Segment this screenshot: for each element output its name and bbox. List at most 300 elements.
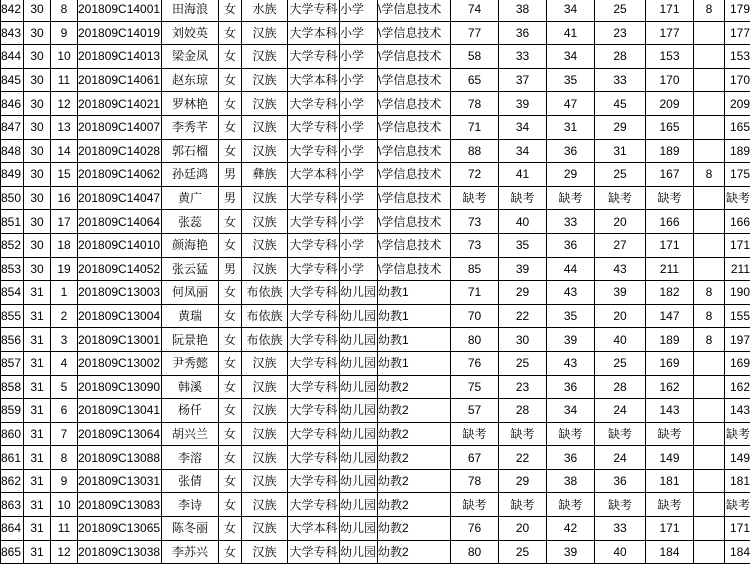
- sex-cell: 男: [219, 257, 242, 281]
- score1-cell: 73: [451, 210, 499, 234]
- seq-cell: 861: [1, 446, 24, 470]
- exam-id-cell: 201809C13002: [78, 351, 162, 375]
- final-score-cell: 165: [725, 115, 750, 139]
- final-score-cell: 171: [725, 233, 750, 257]
- sex-cell: 女: [219, 139, 242, 163]
- name-cell: 孙廷鸿: [162, 163, 219, 187]
- ethnicity-cell: 汉族: [242, 540, 288, 564]
- table-row: [1, 68, 750, 92]
- education-cell: 大学专科: [288, 233, 340, 257]
- name-cell: 李苏兴: [162, 540, 219, 564]
- score4-cell: 24: [595, 446, 646, 470]
- score2-cell: 22: [499, 446, 547, 470]
- education-cell: 大学专科: [288, 281, 340, 305]
- education-cell: 大学本科: [288, 163, 340, 187]
- score2-cell: 缺考: [499, 186, 547, 210]
- score2-cell: 41: [499, 163, 547, 187]
- subject-cell: \学信息技术: [378, 0, 451, 21]
- room-cell: 31: [24, 540, 51, 564]
- score4-cell: 45: [595, 92, 646, 116]
- name-cell: 刘姣英: [162, 21, 219, 45]
- score4-cell: 缺考: [595, 186, 646, 210]
- room-cell: 31: [24, 469, 51, 493]
- score4-cell: 28: [595, 375, 646, 399]
- sex-cell: 女: [219, 68, 242, 92]
- total-cell: 缺考: [646, 493, 694, 517]
- exam-id-cell: 201809C13090: [78, 375, 162, 399]
- final-score-cell: 175: [725, 163, 750, 187]
- sex-cell: 女: [219, 281, 242, 305]
- total-cell: 149: [646, 446, 694, 470]
- subject-cell: \学信息技术: [378, 115, 451, 139]
- sex-cell: 女: [219, 493, 242, 517]
- sex-cell: 女: [219, 517, 242, 541]
- score4-cell: 33: [595, 517, 646, 541]
- table-row: [1, 493, 750, 517]
- seat-cell: 12: [51, 92, 78, 116]
- ethnicity-cell: 汉族: [242, 257, 288, 281]
- subject-cell: 幼教1: [378, 328, 451, 352]
- score2-cell: 25: [499, 540, 547, 564]
- education-cell: 大学本科: [288, 21, 340, 45]
- name-cell: 尹秀懿: [162, 351, 219, 375]
- ethnicity-cell: 汉族: [242, 446, 288, 470]
- sex-cell: 女: [219, 45, 242, 69]
- score3-cell: 缺考: [547, 422, 595, 446]
- level-cell: 幼儿园: [340, 422, 378, 446]
- exam-id-cell: 201809C13031: [78, 469, 162, 493]
- seat-cell: 18: [51, 233, 78, 257]
- seq-cell: 860: [1, 422, 24, 446]
- score3-cell: 43: [547, 281, 595, 305]
- score3-cell: 36: [547, 233, 595, 257]
- bonus-cell: [694, 257, 725, 281]
- seq-cell: 855: [1, 304, 24, 328]
- sex-cell: 男: [219, 163, 242, 187]
- total-cell: 143: [646, 399, 694, 423]
- level-cell: 小学: [340, 163, 378, 187]
- sex-cell: 女: [219, 233, 242, 257]
- name-cell: 杨仟: [162, 399, 219, 423]
- score4-cell: 43: [595, 257, 646, 281]
- score4-cell: 25: [595, 0, 646, 21]
- room-cell: 31: [24, 281, 51, 305]
- room-cell: 30: [24, 115, 51, 139]
- room-cell: 31: [24, 517, 51, 541]
- total-cell: 184: [646, 540, 694, 564]
- bonus-cell: [694, 92, 725, 116]
- subject-cell: 幼教1: [378, 304, 451, 328]
- sex-cell: 女: [219, 351, 242, 375]
- education-cell: 大学专科: [288, 375, 340, 399]
- sex-cell: 女: [219, 328, 242, 352]
- level-cell: 幼儿园: [340, 493, 378, 517]
- score1-cell: 72: [451, 163, 499, 187]
- bonus-cell: 8: [694, 0, 725, 21]
- score2-cell: 39: [499, 257, 547, 281]
- score3-cell: 36: [547, 139, 595, 163]
- subject-cell: \学信息技术: [378, 210, 451, 234]
- room-cell: 30: [24, 21, 51, 45]
- final-score-cell: 155: [725, 304, 750, 328]
- level-cell: 幼儿园: [340, 328, 378, 352]
- room-cell: 31: [24, 399, 51, 423]
- score3-cell: 43: [547, 351, 595, 375]
- seq-cell: 859: [1, 399, 24, 423]
- table-row: [1, 517, 750, 541]
- score3-cell: 35: [547, 68, 595, 92]
- score1-cell: 77: [451, 21, 499, 45]
- education-cell: 大学本科: [288, 517, 340, 541]
- sex-cell: 女: [219, 399, 242, 423]
- seq-cell: 851: [1, 210, 24, 234]
- score1-cell: 67: [451, 446, 499, 470]
- subject-cell: \学信息技术: [378, 139, 451, 163]
- final-score-cell: 177: [725, 21, 750, 45]
- final-score-cell: 162: [725, 375, 750, 399]
- subject-cell: \学信息技术: [378, 163, 451, 187]
- level-cell: 小学: [340, 233, 378, 257]
- seq-cell: 849: [1, 163, 24, 187]
- room-cell: 31: [24, 351, 51, 375]
- seq-cell: 843: [1, 21, 24, 45]
- ethnicity-cell: 汉族: [242, 469, 288, 493]
- score4-cell: 缺考: [595, 422, 646, 446]
- score2-cell: 23: [499, 375, 547, 399]
- level-cell: 小学: [340, 257, 378, 281]
- education-cell: 大学专科: [288, 210, 340, 234]
- seat-cell: 8: [51, 0, 78, 21]
- score4-cell: 25: [595, 163, 646, 187]
- final-score-cell: 211: [725, 257, 750, 281]
- education-cell: 大学专科: [288, 186, 340, 210]
- score3-cell: 34: [547, 399, 595, 423]
- score3-cell: 41: [547, 21, 595, 45]
- ethnicity-cell: 汉族: [242, 45, 288, 69]
- total-cell: 171: [646, 517, 694, 541]
- seq-cell: 854: [1, 281, 24, 305]
- name-cell: 张云猛: [162, 257, 219, 281]
- name-cell: 田海浪: [162, 0, 219, 21]
- bonus-cell: 8: [694, 281, 725, 305]
- score3-cell: 缺考: [547, 186, 595, 210]
- subject-cell: 幼教2: [378, 446, 451, 470]
- level-cell: 幼儿园: [340, 517, 378, 541]
- exam-id-cell: 201809C14047: [78, 186, 162, 210]
- score2-cell: 37: [499, 68, 547, 92]
- subject-cell: \学信息技术: [378, 186, 451, 210]
- ethnicity-cell: 汉族: [242, 517, 288, 541]
- bonus-cell: [694, 375, 725, 399]
- total-cell: 211: [646, 257, 694, 281]
- final-score-cell: 189: [725, 139, 750, 163]
- level-cell: 幼儿园: [340, 375, 378, 399]
- subject-cell: 幼教2: [378, 399, 451, 423]
- score4-cell: 39: [595, 281, 646, 305]
- score4-cell: 23: [595, 21, 646, 45]
- level-cell: 小学: [340, 115, 378, 139]
- score3-cell: 39: [547, 328, 595, 352]
- total-cell: 169: [646, 351, 694, 375]
- bonus-cell: [694, 210, 725, 234]
- exam-id-cell: 201809C14013: [78, 45, 162, 69]
- seq-cell: 850: [1, 186, 24, 210]
- score1-cell: 85: [451, 257, 499, 281]
- final-score-cell: 197: [725, 328, 750, 352]
- table-row: [1, 139, 750, 163]
- table-row: [1, 328, 750, 352]
- table-row: [1, 163, 750, 187]
- seat-cell: 6: [51, 399, 78, 423]
- total-cell: 147: [646, 304, 694, 328]
- score2-cell: 20: [499, 517, 547, 541]
- ethnicity-cell: 水族: [242, 0, 288, 21]
- bonus-cell: [694, 422, 725, 446]
- seq-cell: 865: [1, 540, 24, 564]
- table-row: [1, 45, 750, 69]
- score3-cell: 44: [547, 257, 595, 281]
- room-cell: 30: [24, 163, 51, 187]
- bonus-cell: [694, 446, 725, 470]
- final-score-cell: 190: [725, 281, 750, 305]
- score1-cell: 缺考: [451, 186, 499, 210]
- room-cell: 30: [24, 139, 51, 163]
- score1-cell: 76: [451, 517, 499, 541]
- name-cell: 何凤丽: [162, 281, 219, 305]
- sex-cell: 女: [219, 92, 242, 116]
- score2-cell: 33: [499, 45, 547, 69]
- name-cell: 罗林艳: [162, 92, 219, 116]
- score3-cell: 38: [547, 469, 595, 493]
- seq-cell: 858: [1, 375, 24, 399]
- room-cell: 31: [24, 422, 51, 446]
- bonus-cell: [694, 517, 725, 541]
- name-cell: 颜海艳: [162, 233, 219, 257]
- sex-cell: 女: [219, 469, 242, 493]
- level-cell: 幼儿园: [340, 304, 378, 328]
- total-cell: 缺考: [646, 422, 694, 446]
- seat-cell: 10: [51, 493, 78, 517]
- seq-cell: 847: [1, 115, 24, 139]
- subject-cell: \学信息技术: [378, 68, 451, 92]
- score1-cell: 71: [451, 115, 499, 139]
- seat-cell: 4: [51, 351, 78, 375]
- exam-id-cell: 201809C13041: [78, 399, 162, 423]
- subject-cell: 幼教1: [378, 281, 451, 305]
- table-row: [1, 210, 750, 234]
- exam-id-cell: 201809C13065: [78, 517, 162, 541]
- seat-cell: 10: [51, 45, 78, 69]
- level-cell: 小学: [340, 139, 378, 163]
- room-cell: 30: [24, 233, 51, 257]
- subject-cell: 幼教2: [378, 493, 451, 517]
- final-score-cell: 170: [725, 68, 750, 92]
- score3-cell: 35: [547, 304, 595, 328]
- level-cell: 幼儿园: [340, 469, 378, 493]
- total-cell: 170: [646, 68, 694, 92]
- score4-cell: 33: [595, 68, 646, 92]
- education-cell: 大学专科: [288, 92, 340, 116]
- score2-cell: 40: [499, 210, 547, 234]
- education-cell: 大学专科: [288, 469, 340, 493]
- education-cell: 大学专科: [288, 540, 340, 564]
- room-cell: 30: [24, 257, 51, 281]
- subject-cell: 幼教1: [378, 351, 451, 375]
- total-cell: 181: [646, 469, 694, 493]
- sex-cell: 男: [219, 186, 242, 210]
- level-cell: 小学: [340, 186, 378, 210]
- exam-id-cell: 201809C14007: [78, 115, 162, 139]
- ethnicity-cell: 汉族: [242, 351, 288, 375]
- score1-cell: 78: [451, 92, 499, 116]
- seat-cell: 11: [51, 517, 78, 541]
- table-body: [1, 0, 750, 564]
- exam-id-cell: 201809C13003: [78, 281, 162, 305]
- seq-cell: 852: [1, 233, 24, 257]
- seat-cell: 8: [51, 446, 78, 470]
- score1-cell: 缺考: [451, 493, 499, 517]
- bonus-cell: [694, 351, 725, 375]
- seq-cell: 842: [1, 0, 24, 21]
- score1-cell: 76: [451, 351, 499, 375]
- level-cell: 小学: [340, 210, 378, 234]
- seat-cell: 3: [51, 328, 78, 352]
- sex-cell: 女: [219, 0, 242, 21]
- total-cell: 153: [646, 45, 694, 69]
- table-row: [1, 0, 750, 21]
- seq-cell: 844: [1, 45, 24, 69]
- name-cell: 李诗: [162, 493, 219, 517]
- room-cell: 31: [24, 446, 51, 470]
- ethnicity-cell: 汉族: [242, 68, 288, 92]
- ethnicity-cell: 汉族: [242, 92, 288, 116]
- score3-cell: 29: [547, 163, 595, 187]
- seat-cell: 17: [51, 210, 78, 234]
- final-score-cell: 149: [725, 446, 750, 470]
- ethnicity-cell: 布依族: [242, 328, 288, 352]
- score3-cell: 31: [547, 115, 595, 139]
- score1-cell: 88: [451, 139, 499, 163]
- level-cell: 幼儿园: [340, 351, 378, 375]
- final-score-cell: 153: [725, 45, 750, 69]
- sex-cell: 女: [219, 422, 242, 446]
- score1-cell: 缺考: [451, 422, 499, 446]
- total-cell: 162: [646, 375, 694, 399]
- table-row: [1, 233, 750, 257]
- education-cell: 大学专科: [288, 399, 340, 423]
- sex-cell: 女: [219, 446, 242, 470]
- education-cell: 大学专科: [288, 0, 340, 21]
- final-score-cell: 171: [725, 517, 750, 541]
- level-cell: 幼儿园: [340, 540, 378, 564]
- bonus-cell: [694, 233, 725, 257]
- seat-cell: 2: [51, 304, 78, 328]
- score1-cell: 75: [451, 375, 499, 399]
- final-score-cell: 缺考: [725, 493, 750, 517]
- final-score-cell: 169: [725, 351, 750, 375]
- table-row: [1, 281, 750, 305]
- table-row: [1, 469, 750, 493]
- score3-cell: 47: [547, 92, 595, 116]
- total-cell: 缺考: [646, 186, 694, 210]
- room-cell: 30: [24, 45, 51, 69]
- score2-cell: 36: [499, 21, 547, 45]
- score4-cell: 40: [595, 328, 646, 352]
- score2-cell: 34: [499, 139, 547, 163]
- seat-cell: 16: [51, 186, 78, 210]
- sex-cell: 女: [219, 21, 242, 45]
- name-cell: 赵东琼: [162, 68, 219, 92]
- seq-cell: 856: [1, 328, 24, 352]
- seq-cell: 853: [1, 257, 24, 281]
- final-score-cell: 166: [725, 210, 750, 234]
- bonus-cell: 8: [694, 328, 725, 352]
- name-cell: 黄广: [162, 186, 219, 210]
- name-cell: 张蕊: [162, 210, 219, 234]
- exam-id-cell: 201809C14064: [78, 210, 162, 234]
- score3-cell: 42: [547, 517, 595, 541]
- name-cell: 韩溪: [162, 375, 219, 399]
- education-cell: 大学专科: [288, 257, 340, 281]
- total-cell: 209: [646, 92, 694, 116]
- exam-id-cell: 201809C14062: [78, 163, 162, 187]
- ethnicity-cell: 汉族: [242, 375, 288, 399]
- sex-cell: 女: [219, 210, 242, 234]
- score1-cell: 74: [451, 0, 499, 21]
- name-cell: 李溶: [162, 446, 219, 470]
- room-cell: 31: [24, 304, 51, 328]
- total-cell: 177: [646, 21, 694, 45]
- subject-cell: 幼教2: [378, 517, 451, 541]
- table-row: [1, 422, 750, 446]
- score3-cell: 36: [547, 446, 595, 470]
- score2-cell: 34: [499, 115, 547, 139]
- seq-cell: 845: [1, 68, 24, 92]
- bonus-cell: [694, 139, 725, 163]
- name-cell: 阮景艳: [162, 328, 219, 352]
- bonus-cell: 8: [694, 163, 725, 187]
- level-cell: 小学: [340, 0, 378, 21]
- bonus-cell: [694, 21, 725, 45]
- ethnicity-cell: 汉族: [242, 422, 288, 446]
- seq-cell: 864: [1, 517, 24, 541]
- exam-id-cell: 201809C14052: [78, 257, 162, 281]
- bonus-cell: [694, 115, 725, 139]
- ethnicity-cell: 汉族: [242, 115, 288, 139]
- score3-cell: 39: [547, 540, 595, 564]
- subject-cell: 幼教2: [378, 540, 451, 564]
- exam-id-cell: 201809C13083: [78, 493, 162, 517]
- room-cell: 30: [24, 210, 51, 234]
- bonus-cell: [694, 399, 725, 423]
- sex-cell: 女: [219, 304, 242, 328]
- seat-cell: 12: [51, 540, 78, 564]
- score1-cell: 70: [451, 304, 499, 328]
- exam-id-cell: 201809C14001: [78, 0, 162, 21]
- final-score-cell: 143: [725, 399, 750, 423]
- score3-cell: 缺考: [547, 493, 595, 517]
- exam-id-cell: 201809C14021: [78, 92, 162, 116]
- score3-cell: 34: [547, 0, 595, 21]
- room-cell: 31: [24, 375, 51, 399]
- total-cell: 171: [646, 0, 694, 21]
- level-cell: 幼儿园: [340, 446, 378, 470]
- ethnicity-cell: 汉族: [242, 493, 288, 517]
- room-cell: 30: [24, 186, 51, 210]
- ethnicity-cell: 汉族: [242, 139, 288, 163]
- score1-cell: 78: [451, 469, 499, 493]
- score4-cell: 24: [595, 399, 646, 423]
